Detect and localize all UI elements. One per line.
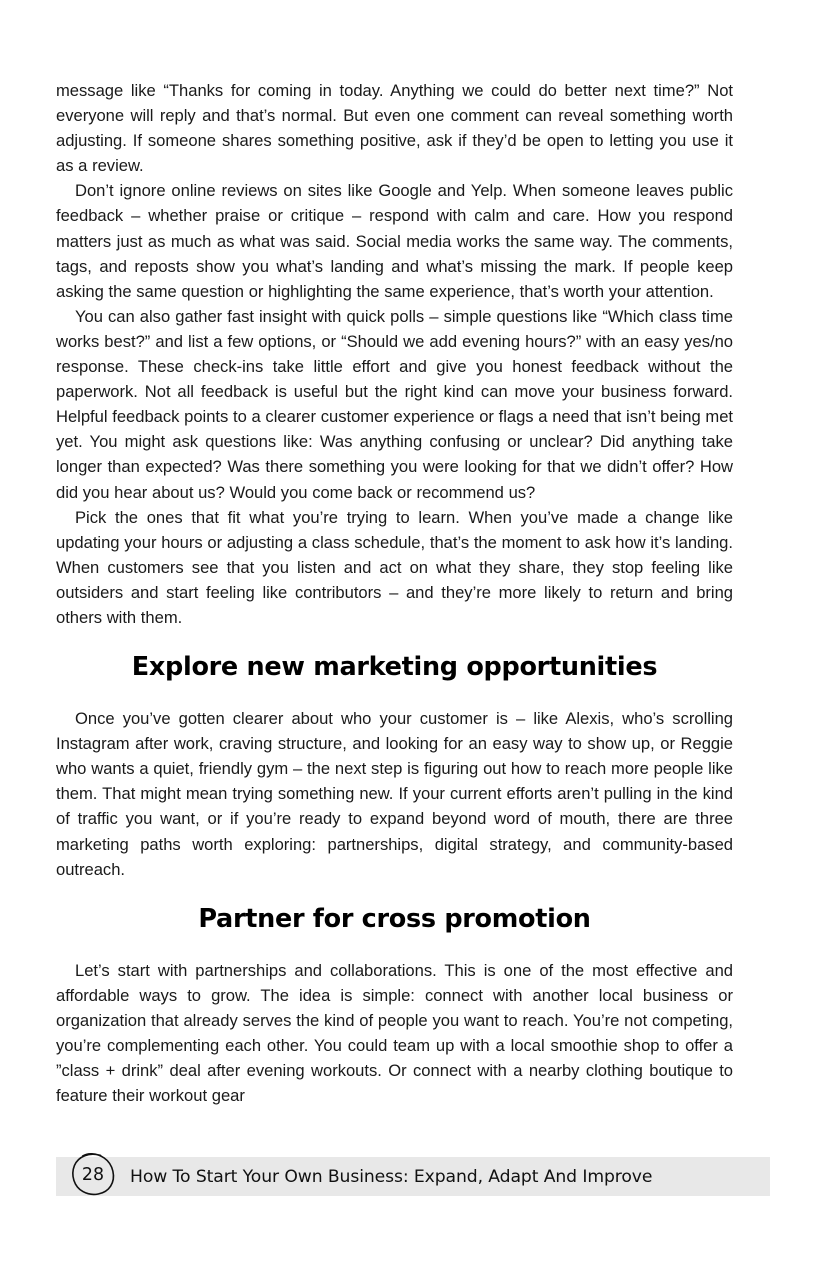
body-paragraph: Let’s start with partnerships and collaborations. This is one of the most effective and affordable ways to grow. The idea is simple: connect with another local business or organization that already serves the kind of people you want to reach. You’re not competing, you’re complementing each other. You could team up with a local smoothie shop to offer a ”class + drink” deal after evening workouts. Or connect with a nearby clothing boutique to feature their workout gear bbox=[56, 960, 733, 1106]
spacer bbox=[56, 882, 733, 904]
spacer bbox=[56, 630, 733, 652]
section-heading-partner-for-cross-promotion: Partner for cross promotion bbox=[198, 903, 591, 934]
page-number: 28 bbox=[81, 1164, 105, 1185]
page-content bbox=[56, 78, 733, 1108]
spacer bbox=[56, 934, 733, 958]
spacer bbox=[56, 682, 733, 706]
body-paragraph: Once you’ve gotten clearer about who your customer is – like Alexis, who’s scrolling Instagram after work, craving structure, and looking for an easy way to show up, or Reggie who wants a quiet, friendly gym – the next step is figuring out how to reach more people like them. That might mean trying something new. If your current efforts aren’t pulling in the kind of traffic you want, or if you’re ready to expand beyond word of mouth, there are three marketing paths worth exploring: partnerships, digital strategy, and community-based outreach. bbox=[56, 709, 733, 879]
body-paragraph: Pick the ones that fit what you’re trying to learn. When you’ve made a change like updating your hours or adjusting a class schedule, that’s the moment to ask how it’s landing. When customers see that you listen and act on what they share, they stop feeling like outsiders and start feeling like contributors – and they’re more likely to return and bring others with them. bbox=[56, 507, 733, 627]
page-number-badge bbox=[62, 1143, 124, 1205]
section-heading-explore-new-marketing-opportunities: Explore new marketing opportunities bbox=[131, 652, 658, 683]
body-paragraph: You can also gather fast insight with quick polls – simple questions like “Which class time works best?” and list a few options, or “Should we add evening hours?” with an easy yes/no response. These check-ins take little effort and give you honest feedback without the paperwork. Not all feedback is useful but the right kind can move your business forward. Helpful feedback points to a clearer customer experience or flags a need that isn’t being met yet. You might ask questions like: Was anything confusing or unclear? Did anything take longer than expected? Was there something you were looking for that we didn’t offer? How did you hear about us? Would you come back or recommend us? bbox=[56, 306, 733, 502]
body-paragraph: message like “Thanks for coming in today. Anything we could do better next time?” Not everyone will reply and that’s normal. But even one comment can reveal something worth adjusting. If someone shares something positive, ask if they’d be open to letting you use it as a review. bbox=[56, 81, 733, 176]
body-paragraph: Don’t ignore online reviews on sites like Google and Yelp. When someone leaves public feedback – whether praise or critique – respond with calm and care. How you respond matters just as much as what was said. Social media works the same way. The comments, tags, and reposts show you what’s landing and what’s missing the mark. If people keep asking the same question or highlighting the same experience, that’s worth your attention. bbox=[56, 181, 733, 301]
footer-book-title: How To Start Your Own Business: Expand, Adapt And Improve bbox=[130, 1166, 653, 1187]
page-footer bbox=[56, 1157, 770, 1196]
